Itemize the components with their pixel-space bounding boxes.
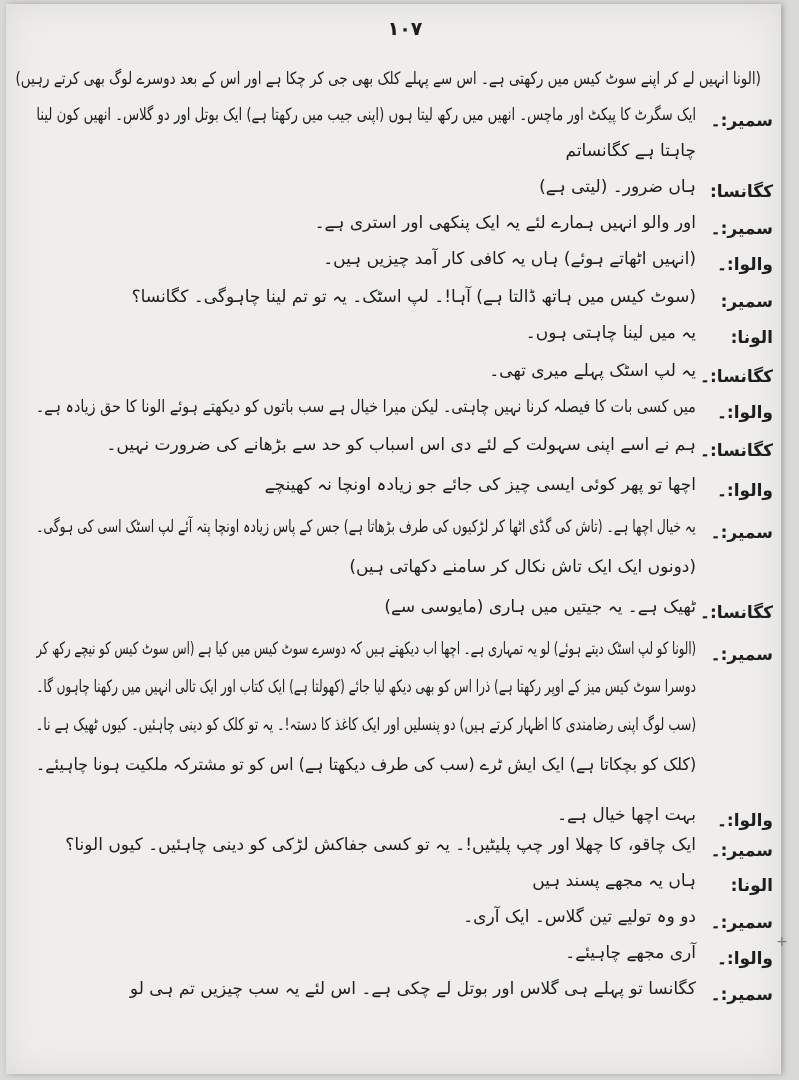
dialogue-line: ہاں ضرور۔ (لیتی ہے) <box>539 177 696 197</box>
document-page <box>6 4 788 1074</box>
dialogue-line: (الونا انہیں لے کر اپنے سوٹ کیس میں رکھتی ہے۔ اس سے پہلے کلک بھی جی کر چکا ہے اور اس کے بعد دوسرے لوگ بھی کرتے رہیں) <box>15 69 761 89</box>
dialogue-line: (دونوں ایک ایک تاش نکال کر سامنے دکھاتی ہیں) <box>349 557 696 577</box>
dialogue-line: کگانسا تو پہلے ہی گلاس اور بوتل لے چکی ہے۔ اس لئے یہ سب چیزیں تم ہی لو <box>129 979 696 999</box>
speaker-label: کگانسا: <box>709 182 773 202</box>
speaker-label: والوا:۔ <box>716 949 773 969</box>
dialogue-line: یہ لپ اسٹک پہلے میری تھی۔ <box>489 361 696 381</box>
speaker-label: الونا: <box>730 876 773 896</box>
dialogue-line: (الونا کو لپ اسٹک دیتے ہوئے) لو یہ تمہاری ہے۔ اچھا اب دیکھتے ہیں کہ دوسرے سوٹ کیس میں کیا ہے (اس سوٹ کیس کو نیچے رکھ کر <box>36 639 696 659</box>
speaker-label: کگانسا:۔ <box>700 367 773 387</box>
dialogue-line: (سوٹ کیس میں ہاتھ ڈالتا ہے) آہا!۔ لپ اسٹک۔ یہ تو تم لینا چاہوگی۔ کگانسا؟ <box>131 287 696 307</box>
speaker-label: سمیر:۔ <box>710 219 773 239</box>
dialogue-line: (سب لوگ اپنی رضامندی کا اظہار کرتے ہیں) دو پنسلیں اور ایک کاغذ کا دستہ!۔ یہ تو کلک کو دینی چاہئیں۔ کیوں ٹھیک ہے نا۔ <box>35 715 696 735</box>
page-number: ۱۰۷ <box>387 18 423 40</box>
speaker-label: سمیر:۔ <box>710 111 773 131</box>
dialogue-line: یہ خیال اچھا ہے۔ (تاش کی گڈی اٹھا کر لڑکیوں کی طرف بڑھاتا ہے) جس کے پاس زیادہ اونچا پتہ آئے لپ اسٹک اسی کی ہوگی۔ <box>36 517 696 537</box>
dialogue-line: آری مجھے چاہیئے۔ <box>565 943 696 963</box>
speaker-label: والوا:۔ <box>716 811 773 831</box>
dialogue-line: دو وہ تولیے تین گلاس۔ ایک آری۔ <box>463 907 696 927</box>
dialogue-line: یہ میں لینا چاہتی ہوں۔ <box>525 323 696 343</box>
speaker-label: سمیر:۔ <box>710 913 773 933</box>
speaker-label: والوا:۔ <box>716 255 773 275</box>
speaker-label: سمیر: <box>720 292 773 312</box>
dialogue-line: ہاں یہ مجھے پسند ہیں <box>532 871 696 891</box>
speaker-label: سمیر:۔ <box>710 645 773 665</box>
dialogue-line: ایک سگرٹ کا پیکٹ اور ماچس۔ انھیں میں رکھ لیتا ہوں (اپنی جیب میں رکھتا ہے) ایک بوتل اور دو گلاس۔ انھیں کون لینا <box>36 105 696 125</box>
dialogue-line: ہم نے اسے اپنی سہولت کے لئے دی اس اسباب کو حد سے بڑھانے کی ضرورت نہیں۔ <box>106 435 696 455</box>
dialogue-line: چاہتا ہے کگانساتم <box>565 141 696 161</box>
speaker-label: کگانسا:۔ <box>700 603 773 623</box>
speaker-label: والوا:۔ <box>716 481 773 501</box>
dialogue-line: (انہیں اٹھاتے ہوئے) ہاں یہ کافی کار آمد چیزیں ہیں۔ <box>323 249 696 269</box>
dialogue-line: اچھا تو پھر کوئی ایسی چیز کی جائے جو زیادہ اونچا نہ کھینچے <box>264 475 696 495</box>
margin-mark: + <box>776 934 788 950</box>
dialogue-line: دوسرا سوٹ کیس میز کے اوپر رکھتا ہے) ذرا اس کو بھی دیکھ لیا جائے (کھولتا ہے) ایک کتاب اور ایک تالی انہیں میں رکھنا چاہوں گا۔ <box>36 677 696 697</box>
dialogue-line: میں کسی بات کا فیصلہ کرنا نہیں چاہتی۔ لیکن میرا خیال ہے سب باتوں کو دیکھتے ہوئے الونا کا حق زیادہ ہے۔ <box>35 397 696 417</box>
dialogue-line: بہت اچھا خیال ہے۔ <box>557 805 696 825</box>
dialogue-line: اور والو انہیں ہمارے لئے یہ ایک پنکھی اور استری ہے۔ <box>314 213 696 233</box>
dialogue-line: (کلک کو بچکاتا ہے) ایک ایش ٹرے (سب کی طرف دیکھتا ہے) اس کو تو مشترکہ ملکیت ہونا چاہیئے۔ <box>35 755 696 775</box>
dialogue-line: ایک چاقو، کا چھلا اور چپ پلیٹیں!۔ یہ تو کسی جفاکش لڑکی کو دینی چاہئیں۔ کیوں الونا؟ <box>65 835 696 855</box>
dialogue-line: ٹھیک ہے۔ یہ جیتیں میں ہاری (مایوسی سے) <box>384 597 696 617</box>
speaker-label: سمیر:۔ <box>710 523 773 543</box>
speaker-label: کگانسا:۔ <box>700 441 773 461</box>
speaker-label: والوا:۔ <box>716 403 773 423</box>
speaker-label: سمیر:۔ <box>710 985 773 1005</box>
speaker-label: سمیر:۔ <box>710 841 773 861</box>
speaker-label: الونا: <box>730 328 773 348</box>
